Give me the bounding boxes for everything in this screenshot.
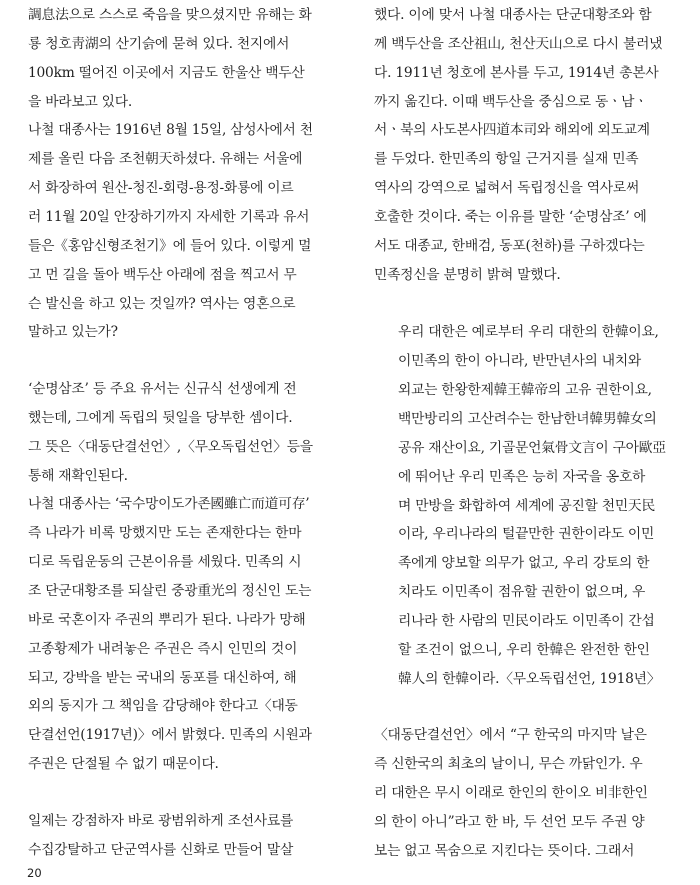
text-line: 보는 없고 목숨으로 지킨다는 뜻이다. 그래서: [374, 843, 635, 859]
quote-line: 이민족의 한이 아니라, 반만년사의 내치와: [398, 353, 641, 369]
text-line: 즉 신한국의 최초의 날이니, 무슨 까닭인가. 우: [374, 756, 643, 772]
text-line: 주권은 단절될 수 없기 때문이다.: [28, 756, 219, 772]
text-line: 슨 발신을 하고 있는 것일까? 역사는 영혼으로: [28, 296, 296, 312]
text-line: 되고, 강박을 받는 국내의 동포를 대신하여, 해: [28, 670, 297, 686]
text-line: 서ㆍ북의 사도본사四道本司와 해외에 외도교계: [374, 122, 650, 138]
quote-line: 리나라 한 사람의 민民이라도 이민족이 간섭: [398, 613, 655, 629]
text-line: 의 한이 아니”라고 한 바, 두 선언 모두 주권 양: [374, 814, 645, 830]
quote-line: 공유 재산이요, 기골문언氣骨文言이 구아歐亞: [398, 440, 666, 456]
text-line: 외의 동지가 그 책임을 감당해야 한다고〈대동: [28, 698, 298, 714]
text-line: 했다. 이에 맞서 나철 대종사는 단군대황조와 함: [374, 7, 652, 23]
quote-line: 백만방리의 고산려수는 한남한녀韓男韓女의: [398, 411, 657, 427]
text-line: 를 두었다. 한민족의 항일 근거지를 실재 민족: [374, 151, 639, 167]
text-line: 즉 나라가 비록 망했지만 도는 존재한다는 한마: [28, 525, 302, 541]
text-line: 나철 대종사는 1916년 8월 15일, 삼성사에서 천: [28, 122, 313, 138]
text-line: 을 바라보고 있다.: [28, 94, 132, 110]
text-line: 일제는 강점하자 바로 광범위하게 조선사료를: [28, 813, 294, 829]
text-line: 민족정신을 분명히 밝혀 말했다.: [374, 267, 561, 283]
text-line: 룡 청호靑湖의 산기슭에 묻혀 있다. 천지에서: [28, 36, 290, 52]
text-line: 고종황제가 내려놓은 주권은 즉시 인민의 것이: [28, 641, 298, 657]
text-line: 리 대한은 무시 이래로 한인의 한이오 비非한인: [374, 785, 648, 801]
text-line: 바로 국혼이자 주권의 뿌리가 된다. 나라가 망해: [28, 612, 306, 628]
text-line: 서도 대종교, 한배검, 동포(천하)를 구하겠다는: [374, 238, 645, 254]
text-line: 말하고 있는가?: [28, 324, 118, 340]
quote-line: 외교는 한왕한제韓王韓帝의 고유 권한이요,: [398, 382, 652, 398]
text-line: 호출한 것이다. 죽는 이유를 말한 ‘순명삼조’ 에: [374, 209, 647, 225]
quote-line: 이라, 우리나라의 털끝만한 권한이라도 이민: [398, 526, 655, 542]
text-line: 께 백두산을 조산祖山, 천산天山으로 다시 불러냈: [374, 36, 663, 52]
quote-line: 우리 대한은 예로부터 우리 대한의 한韓이요,: [398, 324, 659, 340]
text-line: 역사의 강역으로 넓혀서 독립정신을 역사로써: [374, 180, 640, 196]
text-line: 조 단군대황조를 되살린 중광重光의 정신인 도는: [28, 583, 312, 599]
text-line: 단결선언(1917년)〉에서 밝혔다. 민족의 시원과: [28, 727, 312, 743]
text-line: 그 뜻은〈대동단결선언〉,〈무오독립선언〉등을: [28, 439, 313, 455]
quote-line: 치라도 이민족이 점유할 권한이 없으며, 우: [398, 584, 646, 600]
text-line: 수집강탈하고 단군역사를 신화로 만들어 말살: [28, 842, 294, 858]
quote-line: 족에게 양보할 의무가 없고, 우리 강토의 한: [398, 555, 650, 571]
text-line: 나철 대종사는 ‘국수망이도가존國雖亡而道可存’: [28, 496, 310, 512]
text-line: 제를 올린 다음 조천朝天하셨다. 유해는 서울에: [28, 151, 303, 167]
text-line: 調息法으로 스스로 죽음을 맞으셨지만 유해는 화: [28, 7, 312, 23]
text-line: 러 11월 20일 안장하기까지 자세한 기록과 유서: [28, 209, 310, 225]
page-number: 20: [27, 866, 42, 880]
text-line: 서 화장하여 원산-청진-회령-용정-화룡에 이르: [28, 180, 294, 196]
text-line: ‘순명삼조’ 등 주요 유서는 신규식 선생에게 전: [28, 381, 297, 397]
quote-line: 며 만방을 화합하여 세계에 공진할 천민天民: [398, 498, 656, 514]
text-line: 다. 1911년 청호에 본사를 두고, 1914년 총본사: [374, 65, 659, 81]
text-line: 〈대동단결선언〉에서 “구 한국의 마지막 날은: [374, 727, 647, 743]
quote-line: 할 조건이 없으니, 우리 한韓은 완전한 한인: [398, 642, 650, 658]
text-line: 까지 옮긴다. 이때 백두산을 중심으로 동ㆍ남ㆍ: [374, 94, 648, 110]
text-line: 통해 재확인된다.: [28, 468, 128, 484]
quote-line: 韓人의 한韓이라.〈무오독립선언, 1918년〉: [398, 671, 661, 687]
text-line: 100km 떨어진 이곳에서 지금도 한울산 백두산: [28, 65, 305, 81]
text-line: 고 먼 길을 돌아 백두산 아래에 점을 찍고서 무: [28, 267, 297, 283]
text-line: 들은《홍암신형조천기》에 들어 있다. 이렇게 멀: [28, 238, 312, 254]
text-line: 디로 독립운동의 근본이유를 세웠다. 민족의 시: [28, 554, 302, 570]
text-line: 했는데, 그에게 독립의 뒷일을 당부한 셈이다.: [28, 410, 293, 426]
quote-line: 에 뛰어난 우리 민족은 능히 자국을 옹호하: [398, 469, 646, 485]
